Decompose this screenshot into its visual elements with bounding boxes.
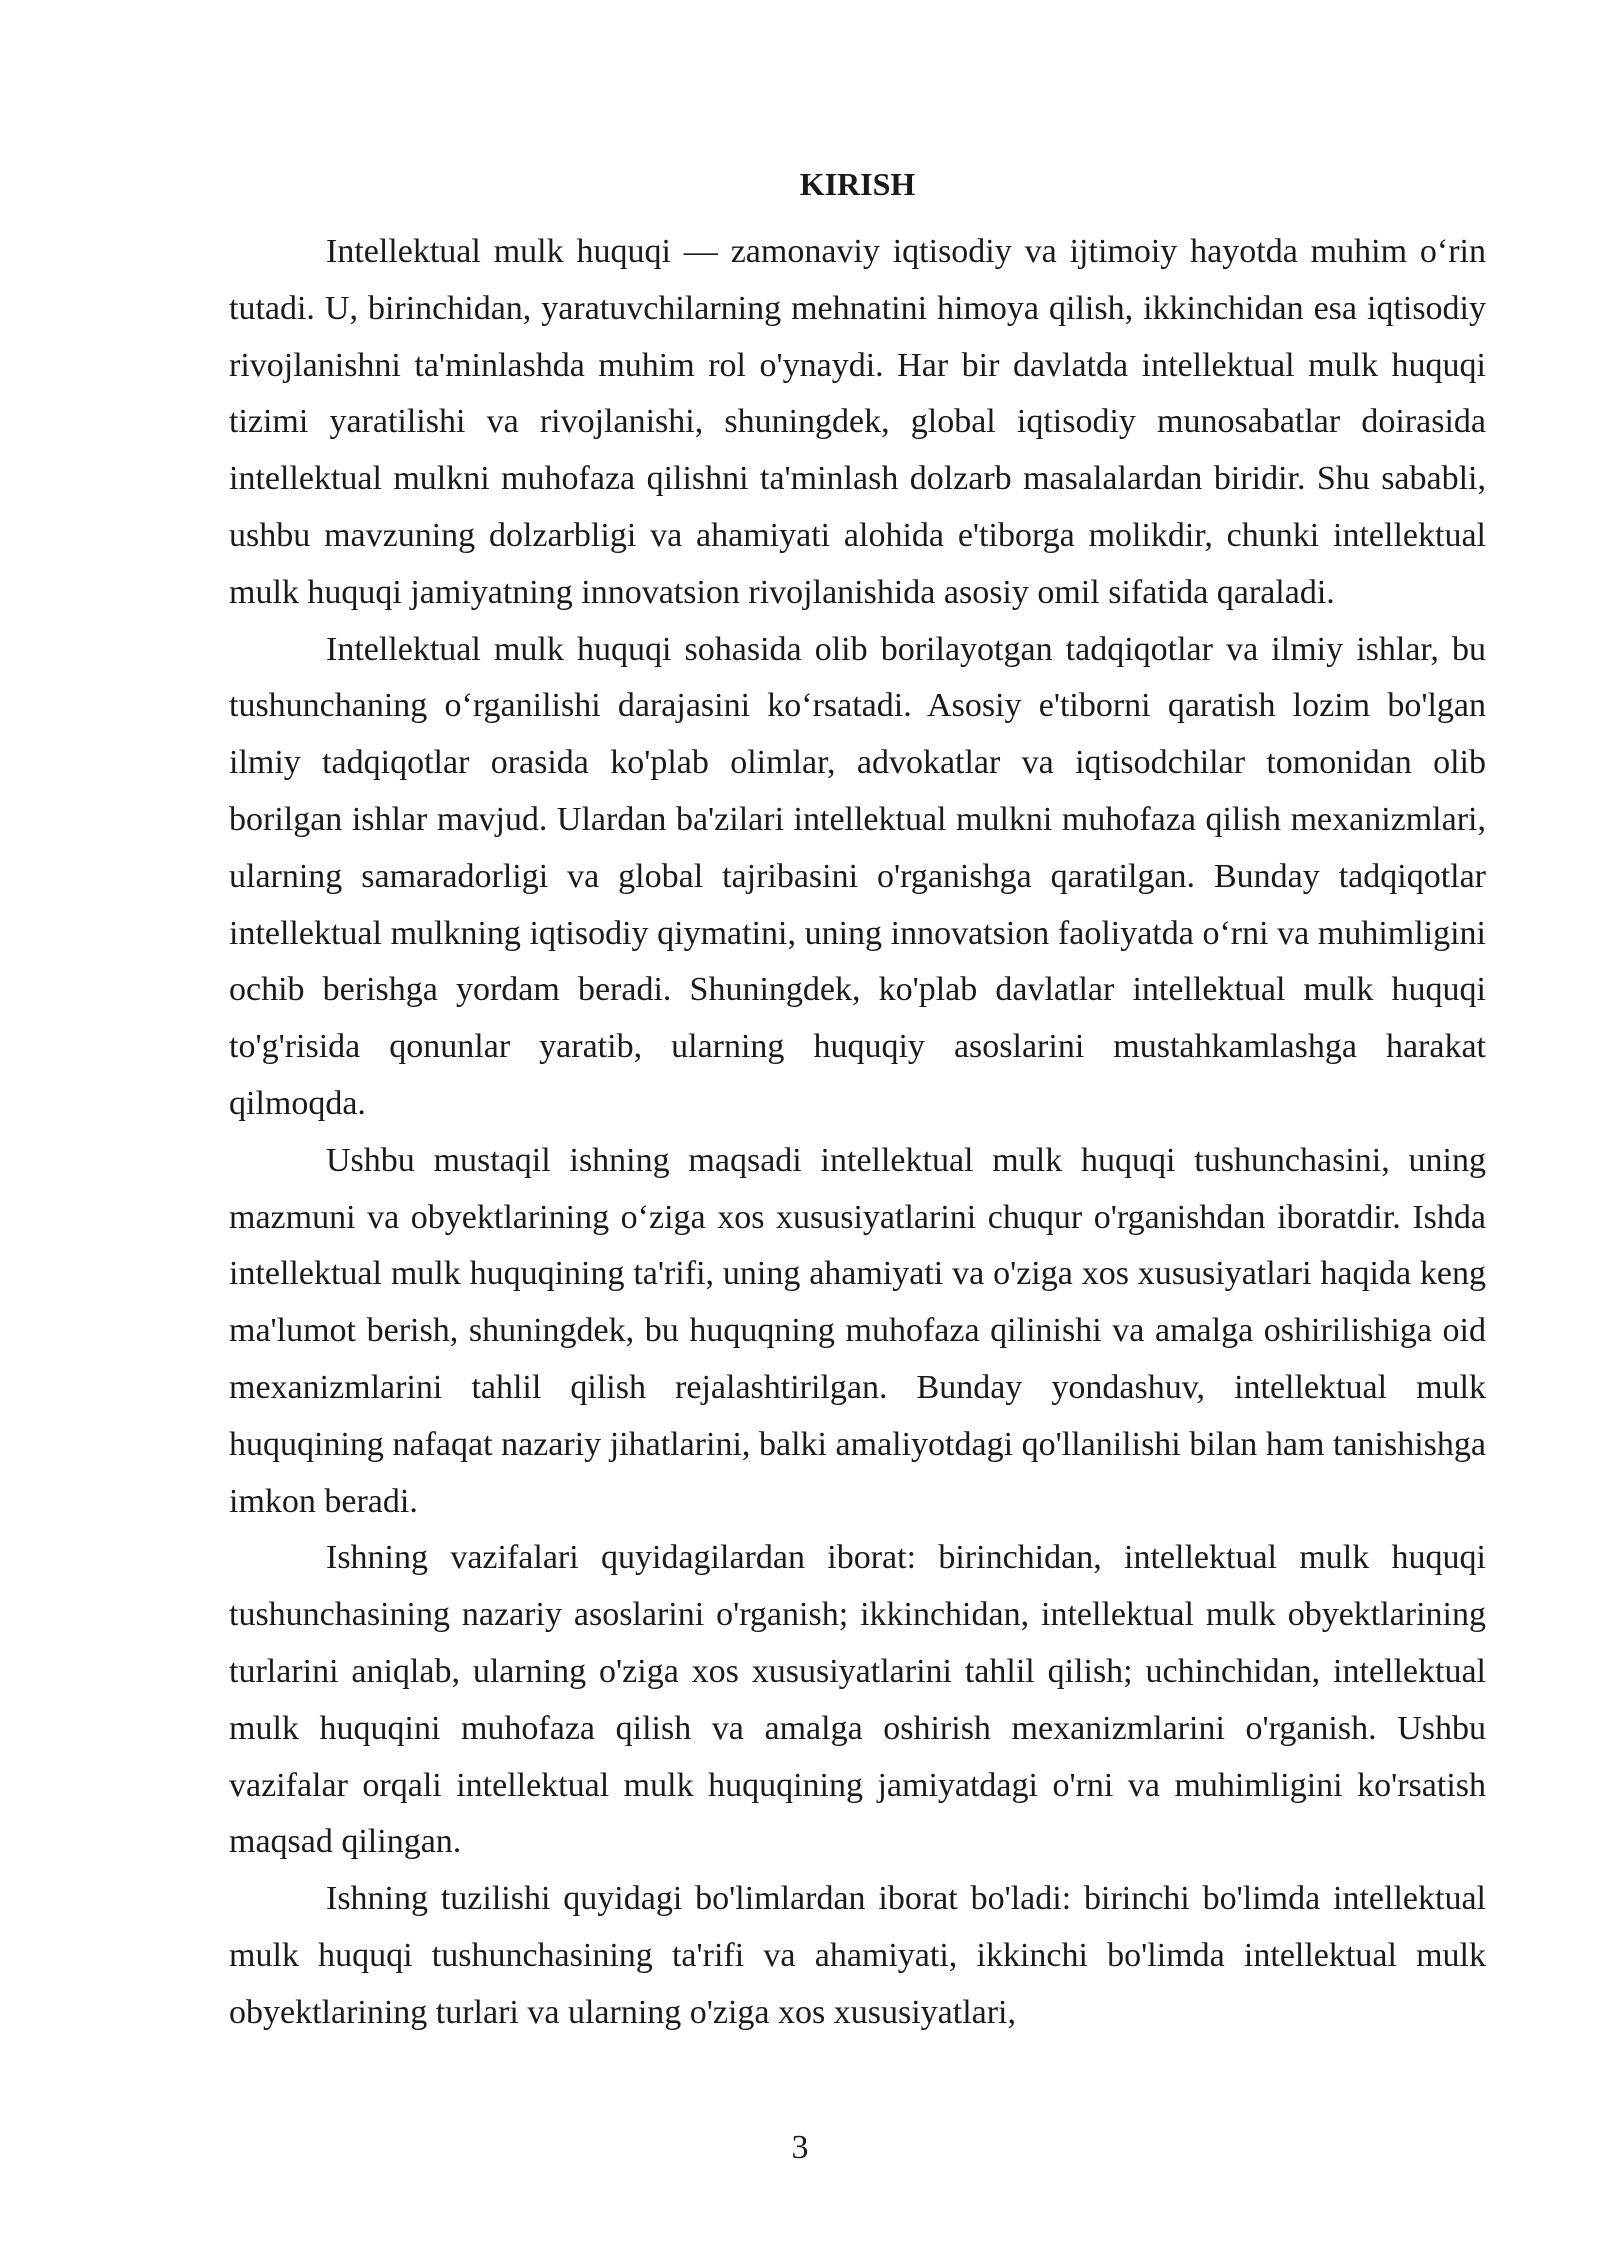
paragraph-research-level: Intellektual mulk huquqi sohasida olib borilayotgan tadqiqotlar va ilmiy ishlar, bu tushunchaning o‘rganilishi darajasini ko‘rsatadi. Asosiy e'tiborni qaratish lozim bo'lgan ilmiy tadqiqotlar orasida ko'plab olimlar, advokatlar va iqtisodchilar tomonidan olib borilgan ishlar mavjud. Ulardan ba'zilari intellektual mulkni muhofaza qilish mexanizmlari, ularning samaradorligi va global tajribasini o'rganishga qaratilgan. Bunday tadqiqotlar intellektual mulkning iqtisodiy qiymatini, uning innovatsion faoliyatda o‘rni va muhimligini ochib berishga yordam beradi. Shuningdek, ko'plab davlatlar intellektual mulk huquqi to'g'risida qonunlar yaratib, ularning huquqiy asoslarini mustahkamlashga harakat qilmoqda.	[229, 630, 1486, 1122]
document-page	[229, 160, 1486, 2042]
paragraph-goal: Ushbu mustaqil ishning maqsadi intellektual mulk huquqi tushunchasini, uning mazmuni va obyektlarining o‘ziga xos xususiyatlarini chuqur o'rganishdan iboratdir. Ishda intellektual mulk huquqining ta'rifi, uning ahamiyati va o'ziga xos xususiyatlari haqida keng ma'lumot berish, shuningdek, bu huquqning muhofaza qilinishi va amalga oshirilishiga oid mexanizmlarini tahlil qilish rejalashtirilgan. Bunday yondashuv, intellektual mulk huquqining nafaqat nazariy jihatlarini, balki amaliyotdagi qo'llanilishi bilan ham tanishishga imkon beradi.	[229, 1141, 1486, 1520]
paragraph-importance: Intellektual mulk huquqi — zamonaviy iqtisodiy va ijtimoiy hayotda muhim o‘rin tutadi. U, birinchidan, yaratuvchilarning mehnatini himoya qilish, ikkinchidan esa iqtisodiy rivojlanishni ta'minlashda muhim rol o'ynaydi. Har bir davlatda intellektual mulk huquqi tizimi yaratilishi va rivojlanishi, shuningdek, global iqtisodiy munosabatlar doirasida intellektual mulkni muhofaza qilishni ta'minlash dolzarb masalalardan biridir. Shu sababli, ushbu mavzuning dolzarbligi va ahamiyati alohida e'tiborga molikdir, chunki intellektual mulk huquqi jamiyatning innovatsion rivojlanishida asosiy omil sifatida qaraladi.	[229, 233, 1486, 611]
section-title: KIRISH	[799, 166, 916, 202]
paragraph-structure: Ishning tuzilishi quyidagi bo'limlardan iborat bo'ladi: birinchi bo'limda intellektual mulk huquqi tushunchasining ta'rifi va ahamiyati, ikkinchi bo'limda intellektual mulk obyektlarining turlari va ularning o'ziga xos xususiyatlari,	[229, 1880, 1486, 2031]
page-number: 3	[791, 2129, 809, 2166]
paragraph-tasks: Ishning vazifalari quyidagilardan iborat: birinchidan, intellektual mulk huquqi tushunchasining nazariy asoslarini o'rganish; ikkinchidan, intellektual mulk obyektlarining turlarini aniqlab, ularning o'ziga xos xususiyatlarini tahlil qilish; uchinchidan, intellektual mulk huquqini muhofaza qilish va amalga oshirish mexanizmlarini o'rganish. Ushbu vazifalar orqali intellektual mulk huquqining jamiyatdagi o'rni va muhimligini ko'rsatish maqsad qilingan.	[229, 1539, 1486, 1861]
